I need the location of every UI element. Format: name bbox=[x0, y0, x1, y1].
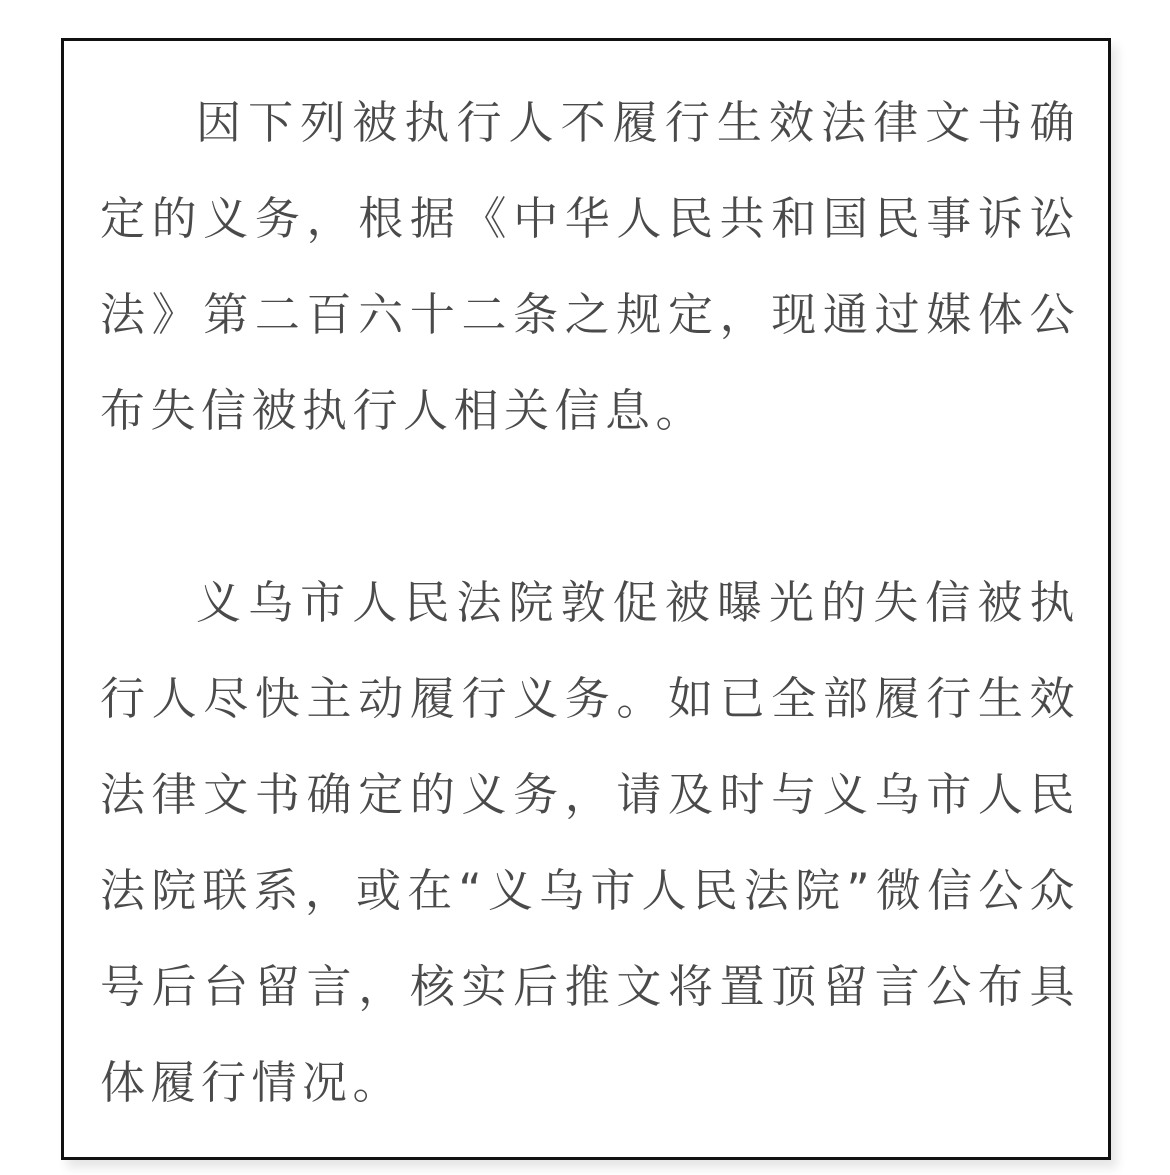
notice-paragraph-1: 因下列被执行人不履行生效法律文书确定的义务，根据《中华人民共和国民事诉讼法》第二百六十二条之规定，现通过媒体公布失信被执行人相关信息。 bbox=[100, 96, 1080, 437]
notice-paragraph-2: 义乌市人民法院敦促被曝光的失信被执行人尽快主动履行义务。如已全部履行生效法律文书确定的义务，请及时与义乌市人民法院联系，或在“义乌市人民法院”微信公众号后台留言，核实后推文将置顶留言公布具体履行情况。 bbox=[100, 576, 1080, 1109]
notice-box bbox=[61, 38, 1111, 1160]
